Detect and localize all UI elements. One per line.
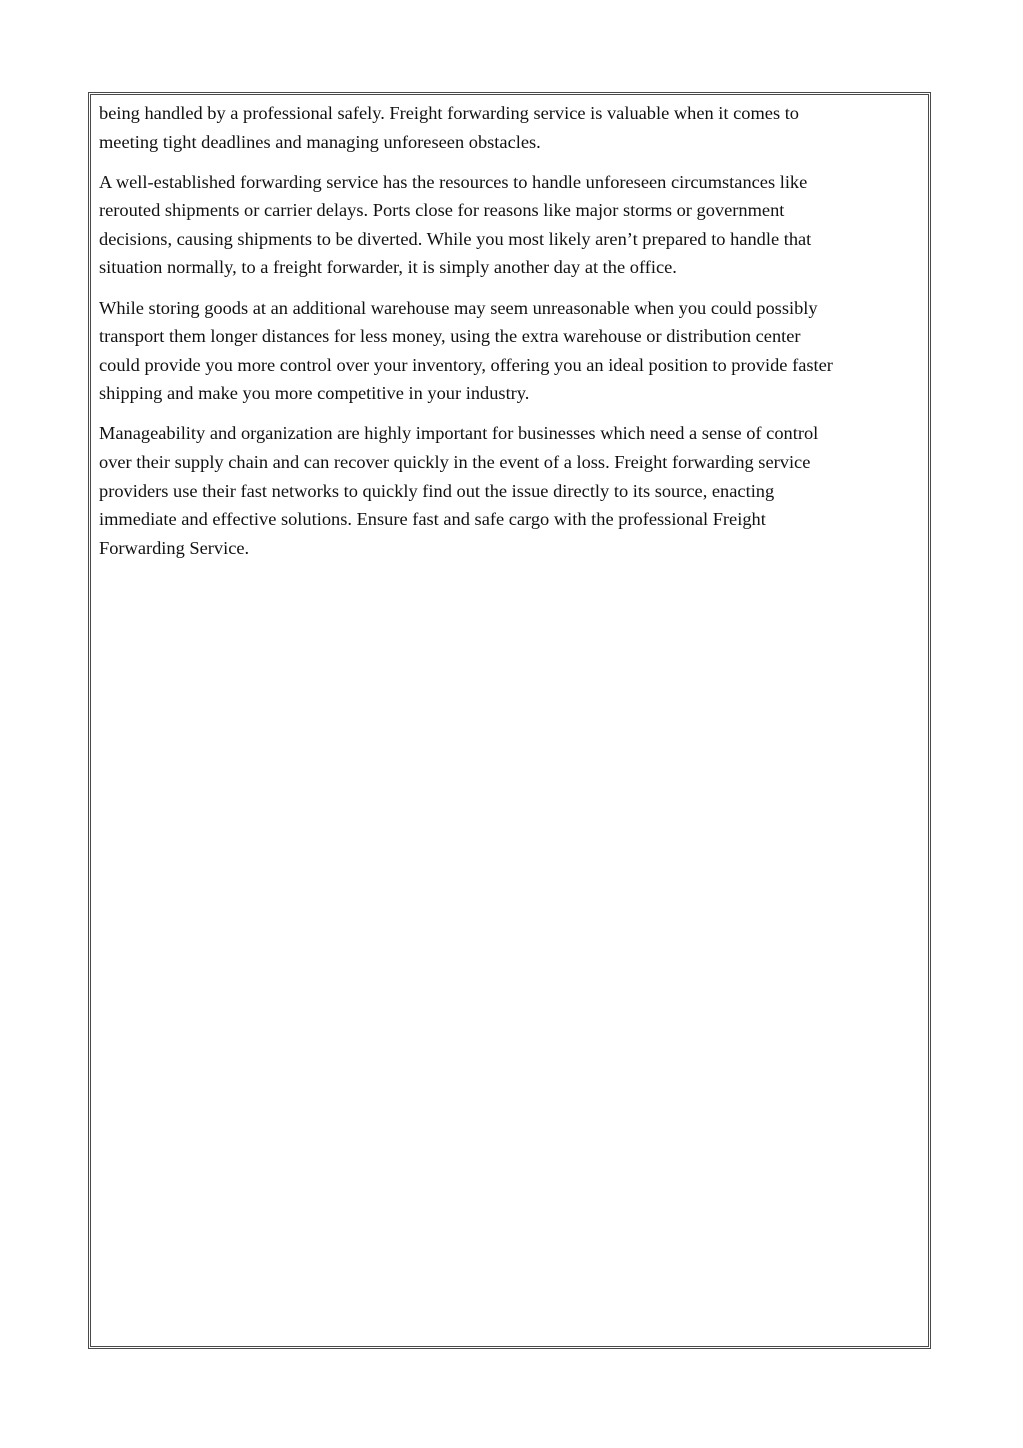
text-line: Forwarding Service. (99, 537, 250, 558)
text-line: over their supply chain and can recover quickly in the event of a loss. Freight forwarding service (99, 452, 811, 473)
text-line: situation normally, to a freight forwarder, it is simply another day at the office. (99, 257, 677, 278)
text-line: meeting tight deadlines and managing unforeseen obstacles. (99, 131, 541, 152)
text-line: A well-established forwarding service has the resources to handle unforeseen circumstances like (99, 171, 808, 192)
text-line: Manageability and organization are highly important for businesses which need a sense of control (99, 423, 819, 444)
paragraph-unforeseen-circumstances (99, 168, 920, 282)
text-line: providers use their fast networks to quickly find out the issue directly to its source, enacting (99, 480, 775, 501)
text-line: decisions, causing shipments to be diverted. While you most likely aren’t prepared to handle that (99, 228, 812, 249)
paragraph-manageability (99, 419, 920, 562)
text-line: transport them longer distances for less money, using the extra warehouse or distribution center (99, 326, 801, 347)
text-line: shipping and make you more competitive in your industry. (99, 383, 530, 404)
paragraph-freight-value (99, 99, 920, 156)
document-body (99, 99, 920, 574)
text-line: immediate and effective solutions. Ensure fast and safe cargo with the professional Freight (99, 509, 766, 530)
text-line: While storing goods at an additional warehouse may seem unreasonable when you could possibly (99, 297, 818, 318)
page-border-frame (88, 92, 931, 1349)
text-line: could provide you more control over your inventory, offering you an ideal position to provide faster (99, 354, 833, 375)
text-line: rerouted shipments or carrier delays. Ports close for reasons like major storms or government (99, 200, 785, 221)
text-line: being handled by a professional safely. Freight forwarding service is valuable when it comes to (99, 103, 800, 123)
paragraph-warehouse-storage (99, 294, 920, 408)
